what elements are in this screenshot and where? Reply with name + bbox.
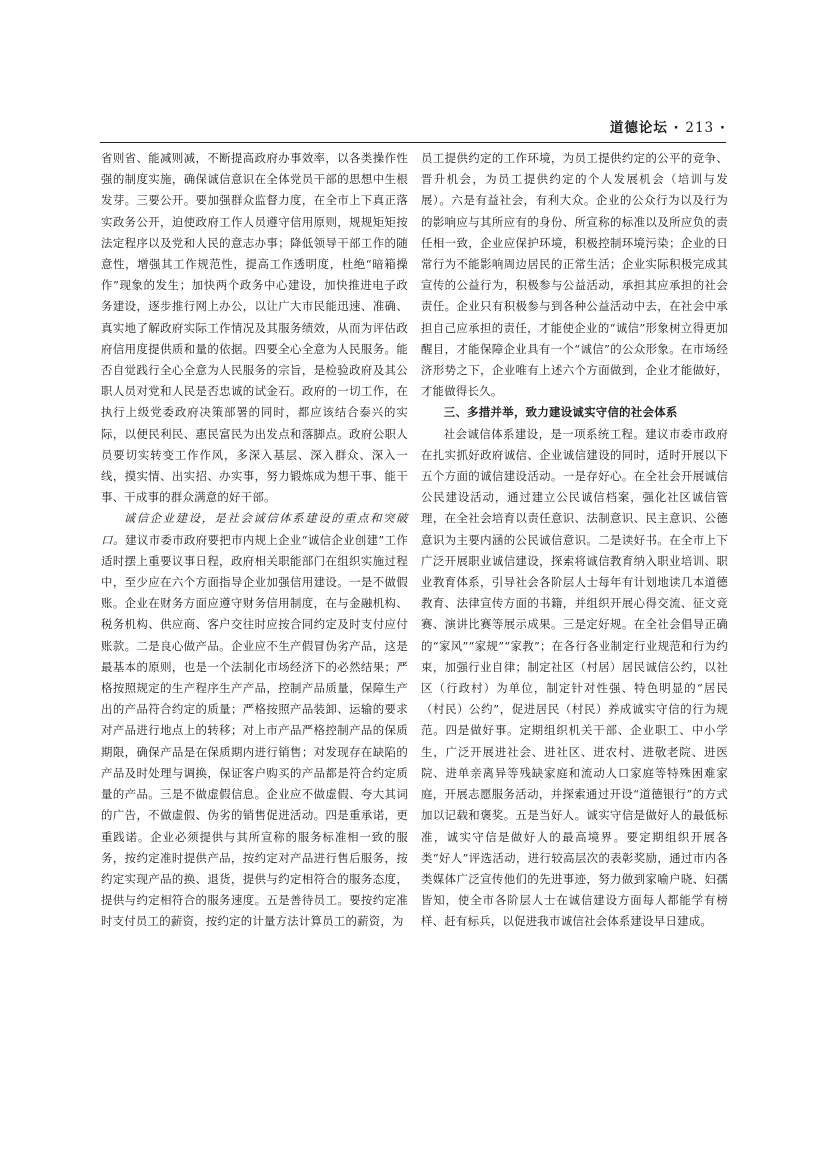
header-rule: [100, 142, 726, 143]
paragraph-lead-sentence: 诚信企业建设，是社会诚信体系建设的重点和突破口。: [101, 511, 408, 547]
right-column: [421, 148, 728, 933]
header-dot-right: ·: [719, 120, 726, 136]
left-paragraph-1: 省则省、能减则减，不断提高政府办事效率，以各类操作性强的制度实施，确保诚信意识在全体党员干部的思想中生根发芽。三要公开。要加强群众监督力度，在全市上下真正落实政务公开，迫使政府工作人员遵守信用原则，规规矩矩按法定程序以及党和人民的意志办事；降低领导干部工作的随意性，增强其工作规范性，提高工作透明度，杜绝“暗箱操作”现象的发生；加快两个政务中心建设，加快推进电子政务建设，逐步推行网上办公，以让广大市民能迅速、准确、真实地了解政府实际工作情况及其服务绩效，从而为评估政府信用度提供质和量的依据。四要全心全意为人民服务。能否自觉践行全心全意为人民服务的宗旨，是检验政府及其公职人员对党和人民是否忠诚的试金石。政府的一切工作，在执行上级党委政府决策部署的同时，都应该结合泰兴的实际，以便民利民、惠民富民为出发点和落脚点。政府公职人员要切实转变工作作风，多深入基层、深入群众、深入一线，摸实情、出实招、办实事，努力锻炼成为想干事、能干事、干成事的群众满意的好干部。: [101, 151, 408, 505]
left-column: [101, 148, 408, 933]
right-paragraph-2: 社会诚信体系建设，是一项系统工程。建议市委市政府在扎实抓好政府诚信、企业诚信建设的同时，适时开展以下五个方面的诚信建设活动。一是存好心。在全社会开展诚信公民建设活动，通过建立公民诚信档案，强化社区诚信管理，在全社会培育以责任意识、法制意识、民主意识、公德意识为主要内涵的公民诚信意识。二是读好书。在全市上下广泛开展职业诚信建设，探索将诚信教育纳入职业培训、职业教育体系，引导社会各阶层人士每年有计划地读几本道德教育、法律宣传方面的书籍，并组织开展心得交流、征文竞赛、演讲比赛等展示成果。三是定好规。在全社会倡导正确的“家风”“家规”“家教”；在各行各业制定行业规范和行为约束，加强行业自律；制定社区（村居）居民诚信公约，以社区（行政村）为单位，制定针对性强、特色明显的“居民（村民）公约”，促进居民（村民）养成诚实守信的行为规范。四是做好事。定期组织机关干部、企业职工、中小学生，广泛开展进社会、进社区、进农村、进敬老院、进医院、进单亲离异等残缺家庭和流动人口家庭等特殊困难家庭，开展志愿服务活动，并探索通过开设“道德银行”的方式加以记载和褒奖。五是当好人。诚实守信是做好人的最低标准，诚实守信是做好人的最高境界。要定期组织开展各类“好人”评选活动，进行较高层次的表彰奖励，通过市内各类媒体广泛宣传他们的先进事迹，努力做到家喻户晓、妇孺皆知，使全市各阶层人士在诚信建设方面每人都能学有榜样、赶有标兵，以促进我市诚信社会体系建设早日建成。: [421, 426, 728, 929]
left-paragraph-2: [101, 508, 408, 932]
right-paragraph-1: 员工提供约定的工作环境，为员工提供约定的公平的竞争、晋升机会，为员工提供约定的个人发展机会（培训与发展）。六是有益社会，有利大众。企业的公众行为以及行为的影响应与其所应有的身份、所宣称的标准以及所应负的责任相一致，企业应保护环境，积极控制环境污染；企业的日常行为不能影响周边居民的正常生活；企业实际积极完成其宣传的公益行为，积极参与公益活动，承担其应承担的社会责任。企业只有积极参与到各种公益活动中去，在社会中承担自己应承担的责任，才能使企业的“诚信”形象树立得更加醒目，才能保障企业具有一个“诚信”的公众形象。在市场经济形势之下，企业唯有上述六个方面做到，企业才能做好，才能做得长久。: [421, 151, 728, 399]
section-title: 道德论坛: [609, 120, 668, 136]
header-dot-left: ·: [673, 120, 680, 136]
page-number: 213: [685, 120, 715, 136]
running-header: [100, 115, 726, 141]
section-heading: 三、多措并举，致力建设诚实守信的社会体系: [443, 405, 678, 420]
paragraph-body: 建议市委市政府要把市内规上企业“诚信企业创建”工作适时摆上重要议事日程，政府相关职能部门在组织实施过程中，至少应在六个方面指导企业加强信用建设。一是不做假账。企业在财务方面应遵守财务信用制度，在与金融机构、税务机构、供应商、客户交往时应按合同约定及时支付应付账款。二是良心做产品。企业应不生产假冒伪劣产品，这是最基本的原则，也是一个法制化市场经济下的必然结果；严格按照规定的生产程序生产产品，控制产品质量，保障生产出的产品符合约定的质量；严格按照产品装卸、运输的要求对产品进行地点上的转移；对上市产品严格控制产品的保质期限，确保产品是在保质期内进行销售；对发现存在缺陷的产品及时处理与调换，保证客户购买的产品都是符合约定质量的产品。三是不做虚假信息。企业应不做虚假、夸大其词的广告，不做虚假、伪劣的销售促进活动。四是重承诺，更重践诺。企业必须提供与其所宣称的服务标准相一致的服务，按约定准时提供产品，按约定对产品进行售后服务，按约定实现产品的换、退货，提供与约定相符合的服务态度，提供与约定相符合的服务速度。五是善待员工。要按约定准时支付员工的薪资，按约定的计量方法计算员工的薪资，为: [101, 532, 409, 929]
